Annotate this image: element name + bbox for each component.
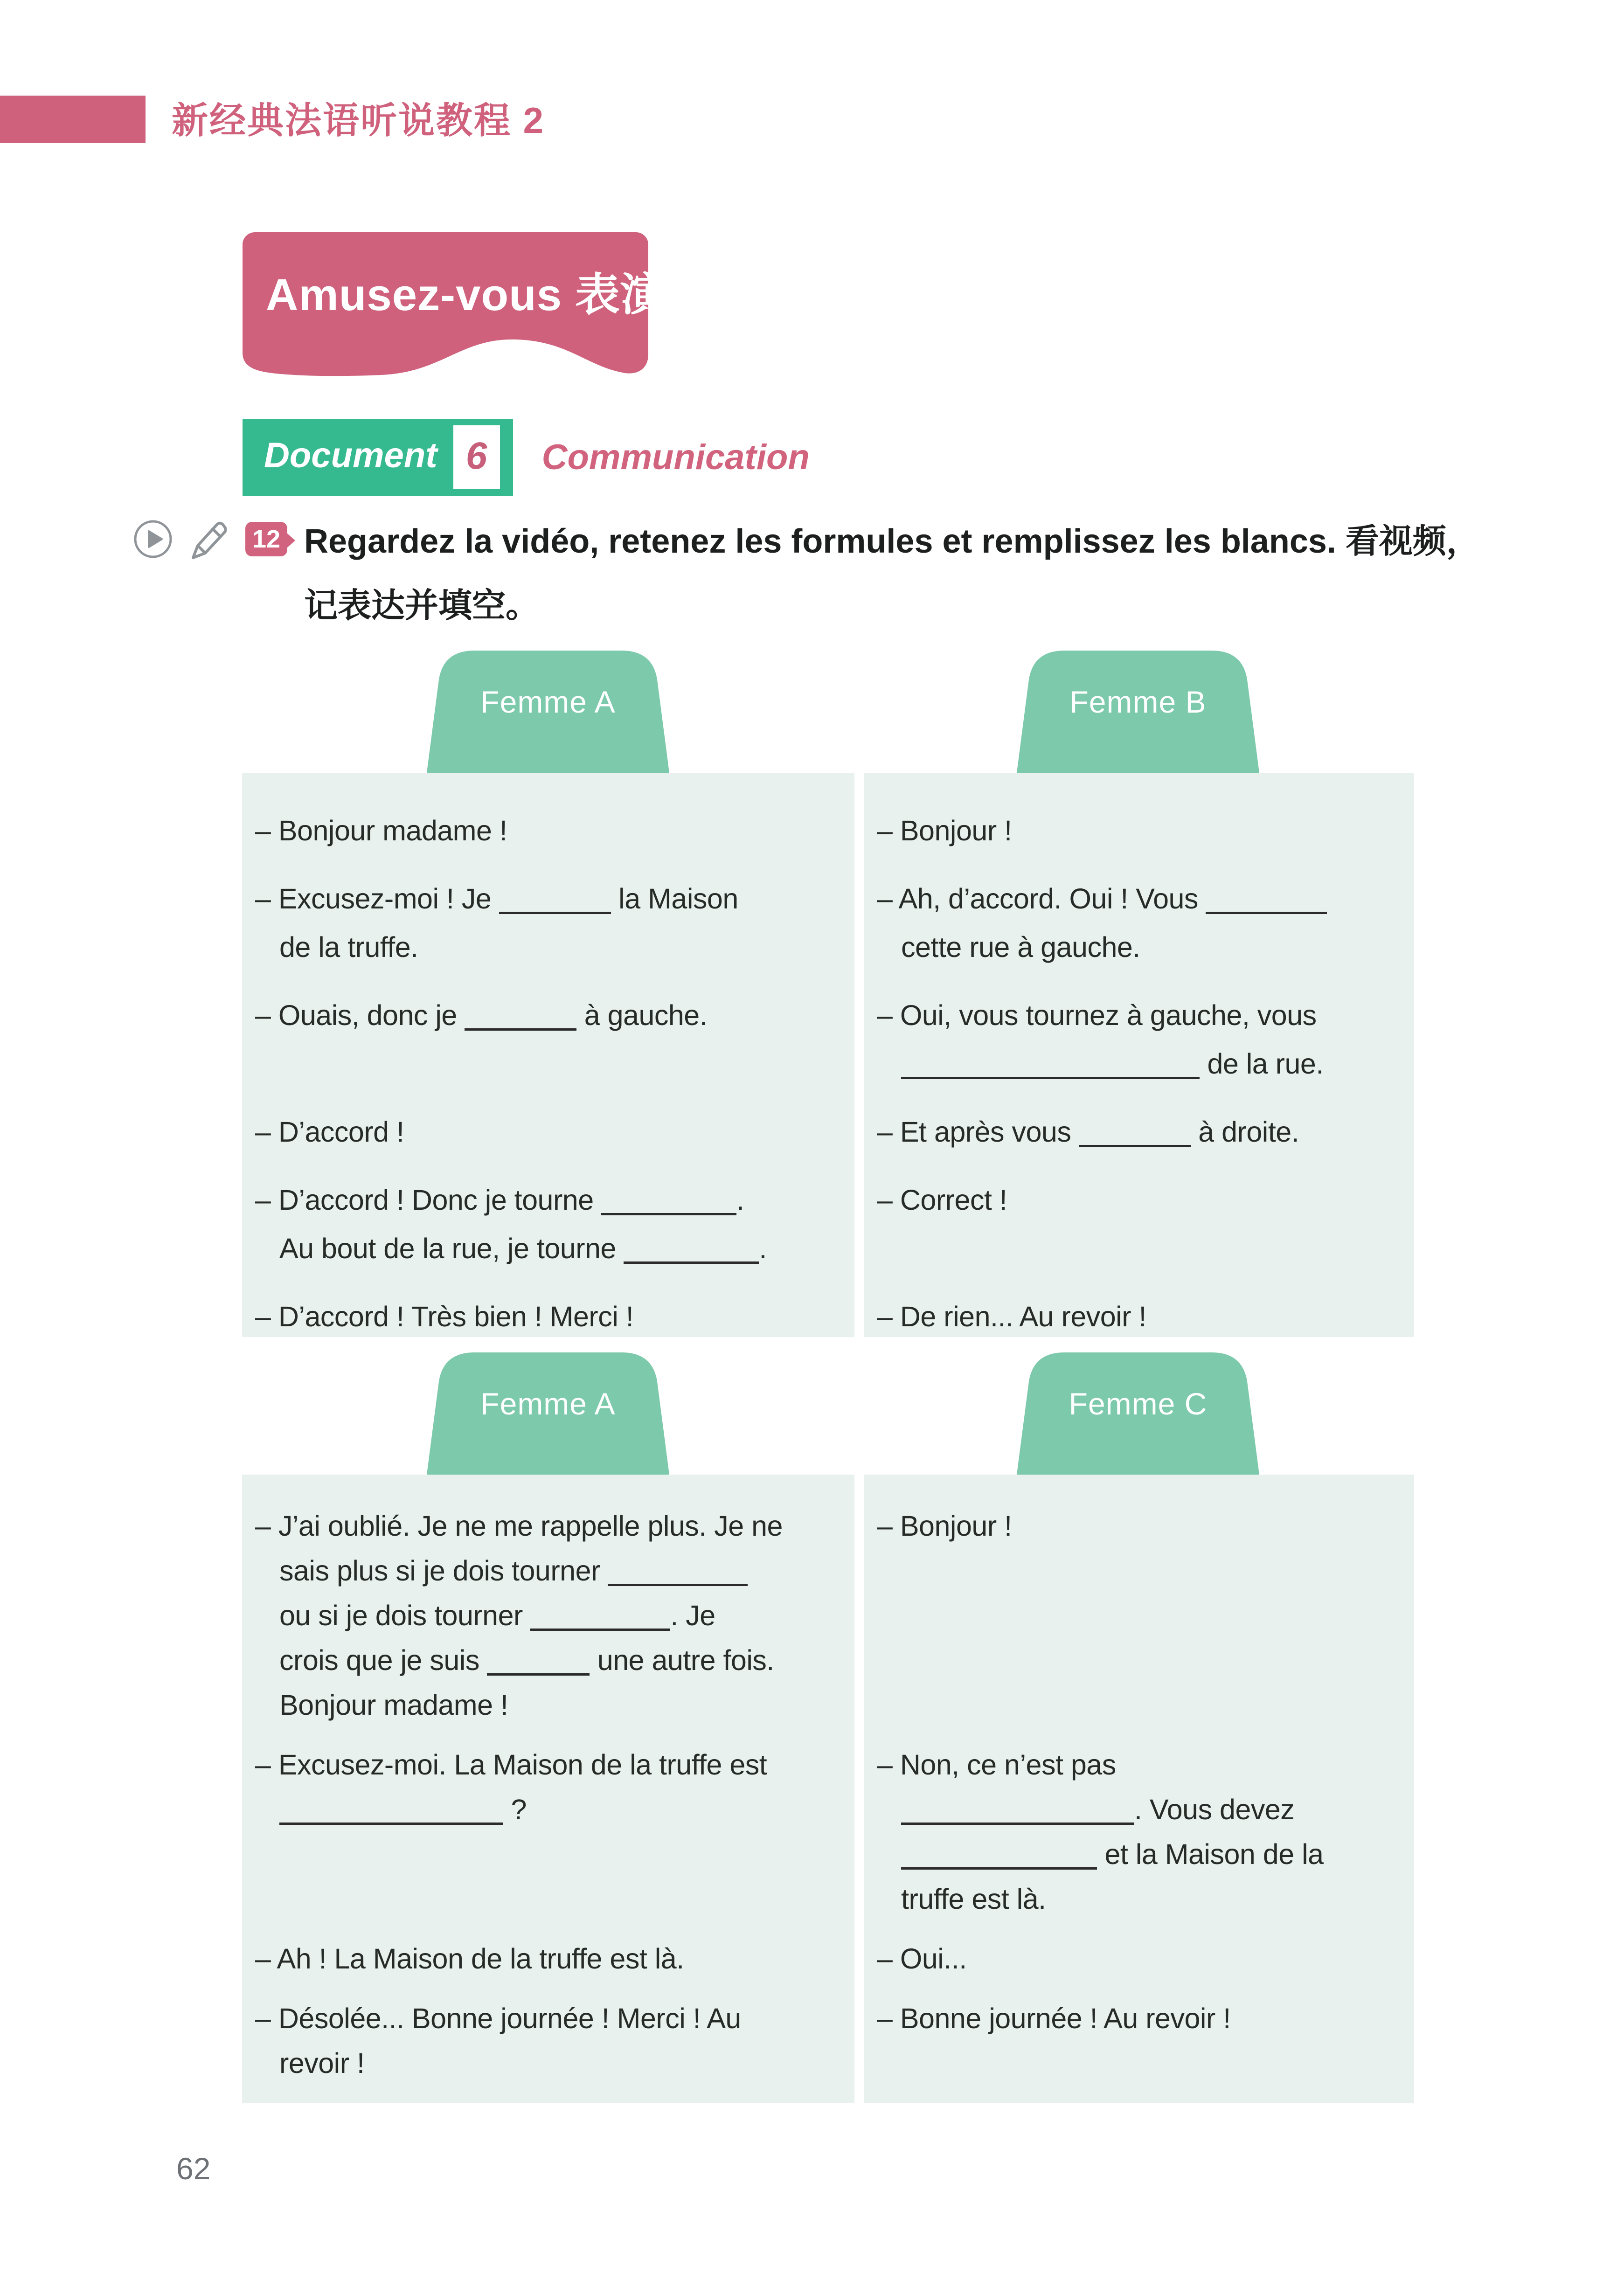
fill-blank[interactable] — [499, 906, 611, 914]
dialogue-row — [242, 1292, 1414, 1341]
fill-blank[interactable] — [901, 1817, 1134, 1825]
dialogue-line: de la rue. — [877, 1040, 1406, 1088]
dialogue-cell-left — [242, 806, 854, 855]
fill-blank[interactable] — [901, 1862, 1097, 1870]
dialogue-row — [242, 1176, 1414, 1273]
dialogue-line: – J’ai oublié. Je ne me rappelle plus. Je ne — [255, 1510, 783, 1542]
dialogue-line: – Oui... — [877, 1943, 967, 1975]
pencil-icon — [186, 519, 227, 560]
speaker-tab-femme-b — [1003, 651, 1273, 773]
dialogue-row — [242, 1996, 1414, 2086]
speaker-tab-label: Femme A — [480, 1386, 616, 1421]
dialogue-line: revoir ! — [279, 2047, 365, 2079]
dialogue-line: ? — [255, 1787, 844, 1832]
fill-blank[interactable] — [279, 1817, 503, 1825]
fill-blank[interactable] — [1079, 1139, 1191, 1147]
dialogue-cell-right — [864, 1996, 1414, 2086]
speaker-tab-femme-a — [413, 651, 683, 773]
fill-blank[interactable] — [1206, 906, 1327, 914]
document-header — [243, 419, 810, 496]
dialogue-line: – Ouais, donc je à gauche. — [255, 999, 708, 1031]
dialogue-line: – De rien... Au revoir ! — [877, 1301, 1146, 1332]
dialogue-cell-left — [242, 1292, 854, 1341]
dialogue-line: – Désolée... Bonne journée ! Merci ! Au — [255, 2003, 741, 2034]
dialogue-row — [242, 1504, 1414, 1727]
dialogue-row — [242, 806, 1414, 855]
fill-blank[interactable] — [487, 1668, 590, 1676]
dialogue-line: – Bonjour ! — [877, 1510, 1012, 1542]
dialogue-line: sais plus si je dois tourner — [255, 1548, 844, 1593]
dialogue-line: – Et après vous à droite. — [877, 1116, 1299, 1148]
dialogue-cell-right — [864, 1504, 1414, 1727]
document-number-box — [453, 425, 500, 489]
dialogue-line: de la truffe. — [279, 931, 418, 963]
dialogue-line: Au bout de la rue, je tourne . — [279, 1233, 767, 1264]
dialogue-line: – Oui, vous tournez à gauche, vous — [877, 999, 1317, 1031]
fill-blank[interactable] — [465, 1023, 576, 1031]
speaker-tab-femme-a2 — [413, 1352, 683, 1475]
section-banner — [243, 232, 666, 378]
dialogue-cell-right — [864, 874, 1414, 971]
exercise-number: 12 — [252, 525, 281, 553]
dialogue-line: cette rue à gauche. — [901, 931, 1140, 963]
dialogue-panels — [242, 773, 1414, 1337]
dialogue-rows — [242, 773, 1414, 1341]
document-subtitle: Communication — [541, 437, 810, 477]
dialogue-row — [242, 1742, 1414, 1921]
dialogue-line: crois que je suis une autre fois. — [279, 1644, 774, 1676]
exercise-prompt — [304, 520, 1601, 627]
dialogue-cell-right — [864, 1292, 1414, 1341]
fill-blank[interactable] — [608, 1578, 748, 1586]
dialogue-line: . Vous devez — [877, 1787, 1406, 1832]
exercise-number-badge — [245, 522, 287, 556]
dialogue-cell-right — [864, 1936, 1414, 1981]
fill-blank[interactable] — [601, 1207, 736, 1215]
dialogue-cell-left — [242, 874, 854, 971]
fill-blank[interactable] — [530, 1623, 670, 1631]
dialogue-line: – Bonne journée ! Au revoir ! — [877, 2003, 1231, 2034]
exercise-prompt-line2: 记表达并填空。 — [304, 587, 540, 624]
speaker-tab-label: Femme C — [1069, 1386, 1208, 1421]
dialogue-line: et la Maison de la — [877, 1832, 1406, 1877]
dialogue-cell-right — [864, 1742, 1414, 1921]
banner-title: Amusez-vous 表演 — [266, 270, 666, 320]
dialogue-cell-left — [242, 1996, 854, 2086]
dialogue-rows — [242, 1475, 1414, 2086]
speaker-tab-label: Femme B — [1069, 685, 1207, 719]
dialogue-row — [242, 1936, 1414, 1981]
dialogue-cell-left — [242, 1936, 854, 1981]
dialogue-line: – D’accord ! Donc je tourne . — [255, 1184, 744, 1216]
dialogue-line: – Non, ce n’est pas — [877, 1749, 1116, 1781]
dialogue-panels — [242, 1475, 1414, 2103]
fill-blank[interactable] — [901, 1071, 1200, 1079]
speaker-tab-femme-c — [1003, 1352, 1273, 1475]
exercise-prompt-line1: Regardez la vidéo, retenez les formules et remplissez les blancs. 看视频， — [304, 523, 1480, 560]
dialogue-line: – Ah ! La Maison de la truffe est là. — [255, 1943, 684, 1975]
dialogue-cell-left — [242, 1176, 854, 1273]
dialogue-line: – D’accord ! Très bien ! Merci ! — [255, 1301, 634, 1332]
dialogue-line: – Correct ! — [877, 1184, 1007, 1216]
dialogue-cell-left — [242, 1504, 854, 1727]
dialogue-row — [242, 874, 1414, 971]
document-label-box — [243, 419, 513, 496]
dialogue-cell-right — [864, 1108, 1414, 1156]
dialogue-line: truffe est là. — [901, 1883, 1046, 1915]
dialogue-line: – Excusez-moi ! Je la Maison — [255, 883, 738, 915]
dialogue-line: – Bonjour madame ! — [255, 815, 507, 846]
dialogue-line: – Excusez-moi. La Maison de la truffe est — [255, 1749, 767, 1781]
dialogue-line: – D’accord ! — [255, 1116, 404, 1148]
dialogue-row — [242, 991, 1414, 1088]
book-title: 新经典法语听说教程 2 — [172, 100, 545, 141]
dialogue-cell-right — [864, 806, 1414, 855]
exercise-icon-row — [133, 519, 287, 560]
page-number: 62 — [176, 2151, 211, 2186]
speaker-tab-label: Femme A — [480, 685, 616, 719]
fill-blank[interactable] — [624, 1256, 759, 1264]
dialogue-cell-left — [242, 1742, 854, 1921]
document-number: 6 — [465, 434, 487, 477]
dialogue-line: Bonjour madame ! — [279, 1689, 508, 1721]
dialogue-cell-left — [242, 1108, 854, 1156]
document-label: Document — [264, 436, 437, 475]
dialogue-row — [242, 1108, 1414, 1156]
header-accent-bar — [0, 96, 146, 143]
dialogue-cell-left — [242, 991, 854, 1088]
dialogue-line: ou si je dois tourner . Je — [279, 1600, 715, 1631]
play-icon[interactable] — [133, 520, 173, 559]
dialogue-cell-right — [864, 991, 1414, 1088]
dialogue-line: – Bonjour ! — [877, 815, 1012, 846]
dialogue-line: – Ah, d’accord. Oui ! Vous — [877, 874, 1406, 923]
dialogue-cell-right — [864, 1176, 1414, 1273]
